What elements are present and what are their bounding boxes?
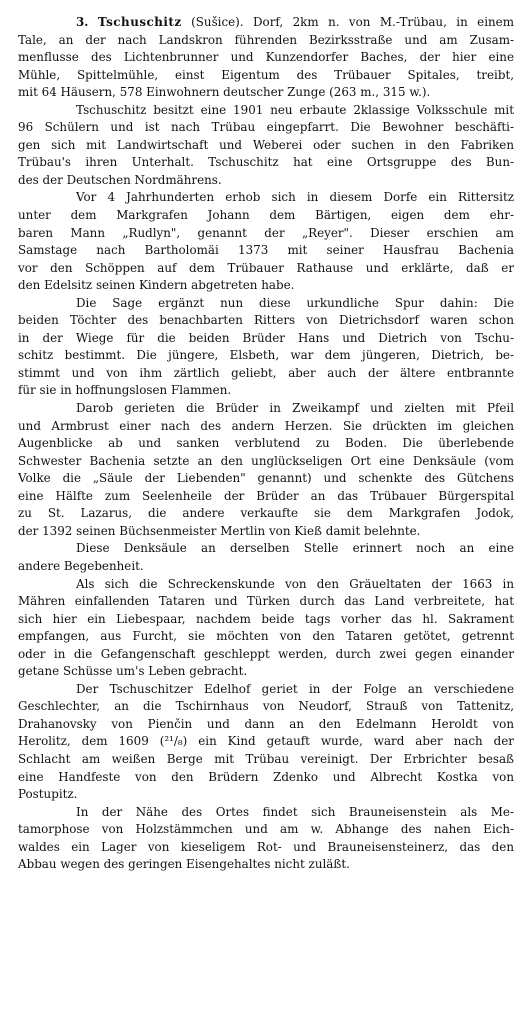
- heading-rest: (Sušice). Dorf, 2km n. von M.-Trübau, in einem: [191, 15, 514, 29]
- entry-title: Tschuschitz: [97, 15, 182, 29]
- text-line: zu St. Lazarus, die andere verkaufte sie dem Markgrafen Jodok,: [18, 506, 514, 521]
- text-line: andere Begebenheit.: [18, 558, 144, 573]
- text-line: Tale, an der nach Landskron führenden Bezirksstraße und am Zusam-: [18, 32, 514, 47]
- text-line: und Armbrust einer nach des andern Herzen. Sie drückten im gleichen: [18, 418, 514, 433]
- text-line: menflusse des Lichtenbrunner und Kunzendorfer Baches, der hier eine: [18, 50, 514, 65]
- text-line: getane Schüsse um's Leben gebracht.: [18, 664, 248, 679]
- text-line: In der Nähe des Ortes findet sich Brauneisenstein als Me-: [76, 804, 514, 819]
- text-line: beiden Töchter des benachbarten Ritters von Dietrichsdorf waren schon: [18, 313, 514, 328]
- text-line: in der Wiege für die beiden Brüder Hans und Dietrich von Tschu-: [18, 330, 514, 345]
- text-line: eine Handfeste von den Brüdern Zdenko und Albrecht Kostka von: [18, 769, 514, 784]
- text-line: Augenblicke ab und sanken verblutend zu Boden. Die überlebende: [18, 436, 514, 451]
- text-line: mit 64 Häusern, 578 Einwohnern deutscher Zunge (263 m., 315 w.).: [18, 85, 431, 100]
- text-line: empfangen, aus Furcht, sie möchten von den Tataren getötet, getrennt: [18, 629, 514, 644]
- text-line: für sie in hoffnungslosen Flammen.: [18, 383, 232, 398]
- text-line: Geschlechter, an die Tschirnhaus von Neudorf, Strauß von Tattenitz,: [18, 699, 514, 714]
- entry-number: 3.: [76, 15, 89, 29]
- text-line: der 1392 seinen Büchsenmeister Mertlin von Kieß damit belehnte.: [18, 523, 421, 538]
- text-line: 96 Schülern und ist nach Trübau eingepfarrt. Die Bewohner beschäfti-: [18, 120, 514, 135]
- text-line: Abbau wegen des geringen Eisengehaltes nicht zuläßt.: [18, 857, 350, 872]
- text-line: Tschuschitz besitzt eine 1901 neu erbaute 2klassige Volksschule mit: [76, 102, 514, 117]
- text-line: Postupitz.: [18, 787, 78, 802]
- text-line: unter dem Markgrafen Johann dem Bärtigen, eigen dem ehr-: [18, 208, 514, 223]
- text-line: Trübau's ihren Unterhalt. Tschuschitz hat eine Ortsgruppe des Bun-: [18, 155, 514, 170]
- text-line: Der Tschuschitzer Edelhof geriet in der Folge an verschiedene: [76, 681, 514, 696]
- text-line: Schwester Bachenia setzte an den unglückseligen Ort eine Denksäule (vom: [18, 453, 514, 468]
- text-line: gen sich mit Landwirtschaft und Weberei oder suchen in den Fabriken: [18, 137, 514, 152]
- text-line: stimmt und von ihm zärtlich geliebt, aber auch der ältere entbrannte: [18, 365, 514, 380]
- text-line: vor den Schöppen auf dem Trübauer Rathause und erklärte, daß er: [18, 260, 514, 275]
- text-line: baren Mann „Rudlyn", genannt der „Reyer". Dieser erschien am: [18, 225, 514, 240]
- text-line: den Edelsitz seinen Kindern abgetreten habe.: [18, 278, 295, 293]
- text-line: schitz bestimmt. Die jüngere, Elsbeth, war dem jüngeren, Dietrich, be-: [18, 348, 514, 363]
- text-line: Herolitz, dem 1609 (²¹/₈) ein Kind getauft wurde, ward aber nach der: [18, 734, 514, 749]
- text-line: oder in die Gefangenschaft geschleppt werden, durch zwei gegen einander: [18, 646, 514, 661]
- text-line: waldes ein Lager von kieseligem Rot- und Brauneisensteinerz, das den: [18, 839, 514, 854]
- text-line: Als sich die Schreckenskunde von den Gräueltaten der 1663 in: [76, 576, 514, 591]
- text-line: Drahanovsky von Pienčin und dann an den Edelmann Heroldt von: [18, 716, 514, 731]
- text-line: Volke die „Säule der Liebenden" genannt) und schenkte des Gütchens: [18, 471, 514, 486]
- text-line: Samstage nach Bartholomäi 1373 mit seiner Hausfrau Bachenia: [18, 243, 514, 258]
- article-heading-line: [18, 14, 514, 32]
- text-line: des der Deutschen Nordmährens.: [18, 172, 222, 187]
- text-line: Diese Denksäule an derselben Stelle erinnert noch an eine: [76, 541, 514, 556]
- text-line: tamorphose von Holzstämmchen und am w. Abhange des nahen Eich-: [18, 822, 514, 837]
- text-line: Vor 4 Jahrhunderten erhob sich in diesem Dorfe ein Rittersitz: [76, 190, 514, 205]
- text-line: sich hier ein Liebespaar, nachdem beide tags vorher das hl. Sakrament: [18, 611, 514, 626]
- text-line: eine Hälfte zum Seelenheile der Brüder an das Trübauer Bürgerspital: [18, 488, 514, 503]
- text-line: Mühle, Spittelmühle, einst Eigentum des Trübauer Spitales, treibt,: [18, 67, 514, 82]
- text-line: Die Sage ergänzt nun diese urkundliche Spur dahin: Die: [76, 295, 514, 310]
- text-line: Darob gerieten die Brüder in Zweikampf und zielten mit Pfeil: [76, 401, 514, 416]
- text-line: Mähren einfallenden Tataren und Türken durch das Land verbreitete, hat: [18, 594, 514, 609]
- text-line: Schlacht am weißen Berge mit Trübau vereinigt. Der Erbrichter besaß: [18, 751, 514, 766]
